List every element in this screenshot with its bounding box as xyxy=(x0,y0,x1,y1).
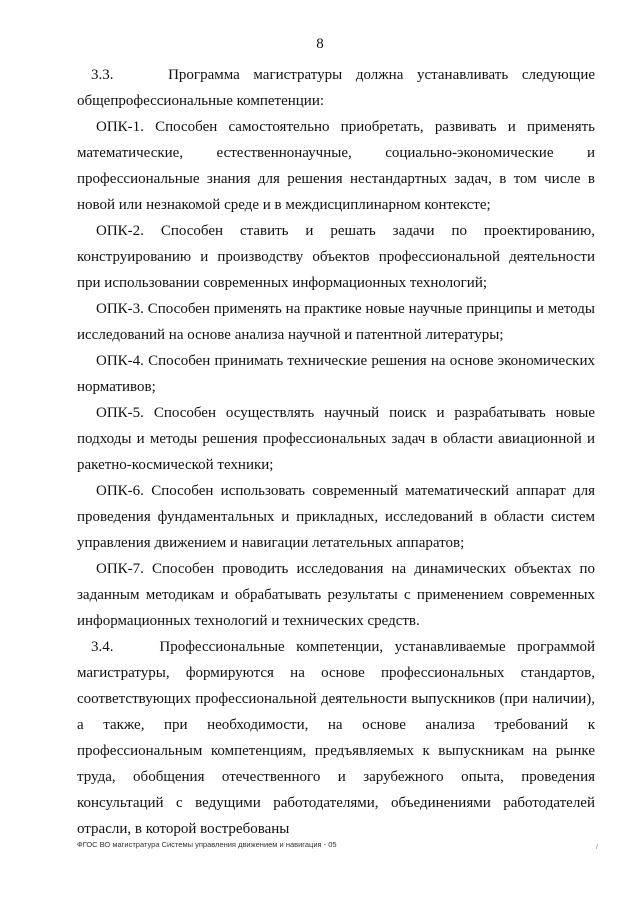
paragraph-3-3: 3.3. Программа магистратуры должна устанавливать следующие общепрофессиональные компетенции: xyxy=(77,67,595,109)
paragraph-opk-7: ОПК-7. Способен проводить исследования на динамических объектах по заданным методикам и обрабатывать результаты с применением современных информационных технологий и технических средств. xyxy=(77,561,595,629)
paragraph-opk-6: ОПК-6. Способен использовать современный математический аппарат для проведения фундаментальных и прикладных, исследований в области систем управления движением и навигации летательных аппаратов; xyxy=(77,483,595,551)
page-number: 8 xyxy=(316,36,324,52)
paragraph-opk-5: ОПК-5. Способен осуществлять научный поиск и разрабатывать новые подходы и методы решения профессиональных задач в области авиационной и ракетно-космической техники; xyxy=(77,405,595,473)
paragraph-opk-1: ОПК-1. Способен самостоятельно приобретать, развивать и применять математические, естественнонаучные, социально-экономические и профессиональные знания для решения нестандартных задач, в том числе в новой или незнакомой среде и в междисциплинарном контексте; xyxy=(77,119,595,213)
paragraph-3-4: 3.4. Профессиональные компетенции, устанавливаемые программой магистратуры, формируются на основе профессиональных стандартов, соответствующих профессиональной деятельности выпускников (при наличии), а также, при необходимости, на основе анализа требований к профессиональным компетенциям, предъявляемых к выпускникам на рынке труда, обобщения отечественного и зарубежного опыта, проведения консультаций с ведущими работодателями, объединениями работодателей отрасли, в которой востребованы xyxy=(77,639,595,837)
document-body xyxy=(77,62,595,842)
paragraph-opk-4: ОПК-4. Способен принимать технические решения на основе экономических нормативов; xyxy=(77,353,595,395)
paragraph-opk-2: ОПК-2. Способен ставить и решать задачи по проектированию, конструированию и производству объектов профессиональной деятельности при использовании современных информационных технологий; xyxy=(77,223,595,291)
paragraph-opk-3: ОПК-3. Способен применять на практике новые научные принципы и методы исследований на основе анализа научной и патентной литературы; xyxy=(77,301,595,343)
page-footer: ФГОС ВО магистратура Системы управления движением и навигация - 05 xyxy=(77,840,337,849)
scan-mark: / xyxy=(596,844,598,851)
